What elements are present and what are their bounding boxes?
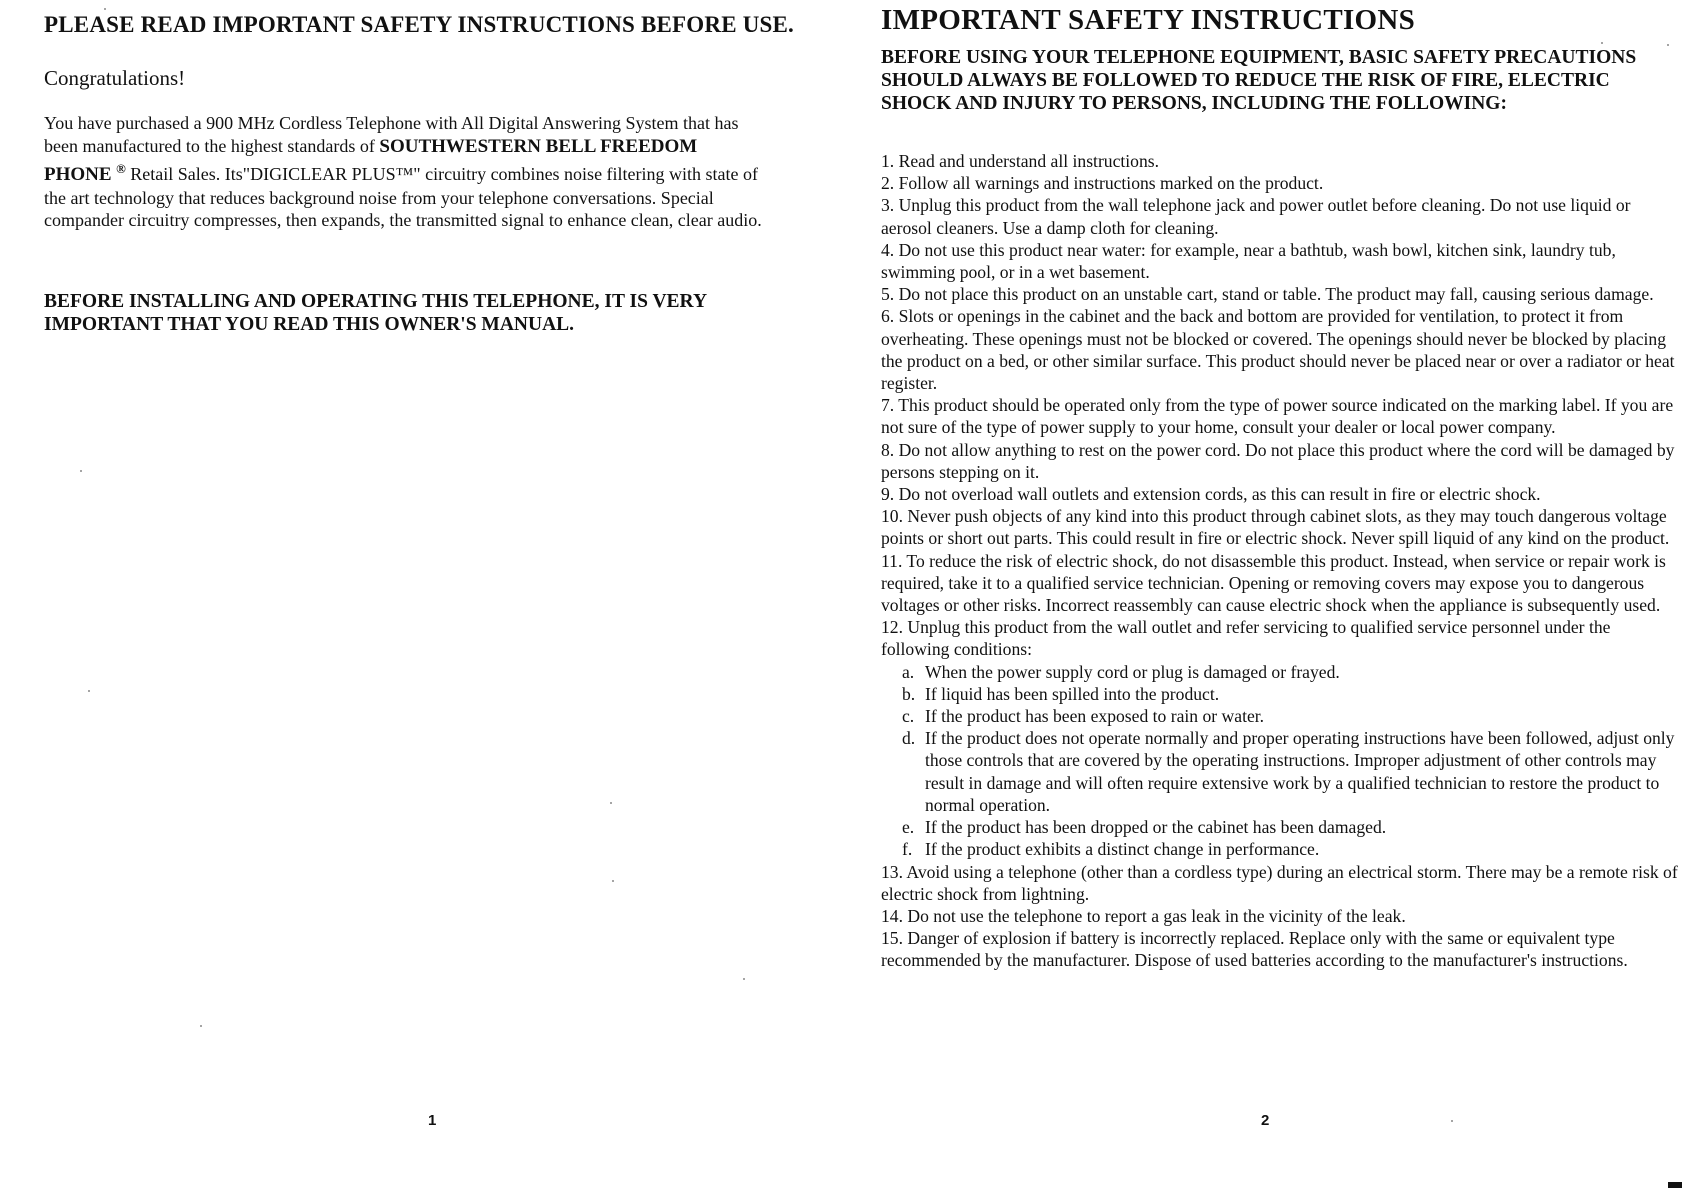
condition-key: c.: [902, 706, 915, 727]
scan-speck: [743, 978, 745, 980]
instruction-item: 12. Unplug this product from the wall outlet and refer servicing to qualified service personnel under the following conditions:: [881, 617, 1611, 660]
instruction-item: 13. Avoid using a telephone (other than a cordless type) during an electrical storm. There may be a remote risk of electric shock from lightning.: [881, 861, 1678, 904]
scan-speck: [1667, 44, 1669, 46]
instruction-item: 4. Do not use this product near water: for example, near a bathtub, wash bowl, kitchen sink, laundry tub, swimming pool, or in a wet basement.: [881, 239, 1616, 283]
condition-item: [902, 816, 1681, 838]
registered-mark: ®: [116, 161, 126, 176]
scan-speck: [1451, 1120, 1453, 1122]
intro-text-end: Retail Sales. Its"DIGICLEAR PLUS™" circuitry combines noise filtering with state of the art technology that reduces background noise from your telephone conversations. Special compander circuitry compresses, then expands, the transmitted signal to enhance clean, clear audio.: [44, 164, 762, 230]
scan-speck: [80, 470, 82, 472]
instruction-item: 8. Do not allow anything to rest on the power cord. Do not place this product where the cord will be damaged by persons stepping on it.: [881, 439, 1675, 482]
scan-speck: [1601, 42, 1603, 44]
condition-item: [902, 705, 1681, 727]
scan-edge-mark: [1668, 1182, 1682, 1188]
condition-item: [902, 838, 1681, 860]
page-number: 2: [1261, 1112, 1270, 1129]
safety-precaution-heading: BEFORE USING YOUR TELEPHONE EQUIPMENT, BASIC SAFETY PRECAUTIONS SHOULD ALWAYS BE FOLLOWED TO REDUCE THE RISK OF FIRE, ELECTRIC SHOCK AND INJURY TO PERSONS, INCLUDING THE FOLLOWING:: [881, 47, 1637, 114]
scan-speck: [88, 690, 90, 692]
condition-text: If the product exhibits a distinct change in performance.: [925, 839, 1320, 860]
brand-name: SOUTHWESTERN BELL FREEDOM PHONE: [44, 135, 698, 185]
condition-key: f.: [902, 839, 913, 860]
condition-text: When the power supply cord or plug is damaged or frayed.: [925, 661, 1340, 682]
instruction-item: 1. Read and understand all instructions.: [881, 151, 1160, 171]
instruction-item: 2. Follow all warnings and instructions marked on the product.: [881, 173, 1324, 194]
intro-paragraph: [44, 112, 764, 232]
condition-text: If the product has been dropped or the cabinet has been damaged.: [925, 817, 1387, 838]
instruction-item: 3. Unplug this product from the wall telephone jack and power outlet before cleaning. Do not use liquid or aerosol cleaners. Use a damp cloth for cleaning.: [881, 195, 1631, 238]
left-page-title: PLEASE READ IMPORTANT SAFETY INSTRUCTIONS BEFORE USE.: [44, 12, 794, 37]
condition-key: a.: [902, 661, 915, 682]
condition-item: [902, 683, 1681, 705]
instruction-item: 11. To reduce the risk of electric shock, do not disassemble this product. Instead, when service or repair work is required, take it to a qualified service technician. Opening or removing covers may expose you to dangerous voltages or other risks. Incorrect reassembly can cause electric shock when the appliance is subsequently used.: [881, 550, 1666, 616]
scan-speck: [610, 802, 612, 804]
instruction-item: 5. Do not place this product on an unstable cart, stand or table. The product may fall, causing serious damage.: [881, 284, 1654, 305]
instruction-item: 7. This product should be operated only from the type of power source indicated on the marking label. If you are not sure of the type of power supply to your home, consult your dealer or local power company.: [881, 395, 1674, 438]
condition-key: d.: [902, 728, 916, 749]
page-number: 1: [428, 1112, 437, 1129]
greeting: Congratulations!: [44, 66, 186, 90]
right-page: [841, 0, 1682, 1190]
scan-speck: [612, 880, 614, 882]
condition-key: b.: [902, 683, 916, 704]
instruction-item: 9. Do not overload wall outlets and extension cords, as this can result in fire or electric shock.: [881, 484, 1541, 505]
scan-speck: [200, 1025, 202, 1027]
instruction-item: 6. Slots or openings in the cabinet and the back and bottom are provided for ventilation, to protect it from overheating. These openings must not be blocked or covered. The openings should never be blocked by placing the product on a bed, or other similar surface. This product should never be placed near or over a radiator or heat register.: [881, 306, 1675, 394]
condition-item: [902, 661, 1681, 683]
instruction-item: 15. Danger of explosion if battery is incorrectly replaced. Replace only with the same or equivalent type recommended by the manufacturer. Dispose of used batteries according to the manufacturer's instructions.: [881, 928, 1628, 971]
right-page-title: IMPORTANT SAFETY INSTRUCTIONS: [881, 4, 1416, 36]
condition-item: [902, 727, 1681, 816]
safety-instructions-list: [881, 150, 1681, 972]
instruction-item: 14. Do not use the telephone to report a gas leak in the vicinity of the leak.: [881, 905, 1406, 926]
condition-text: If liquid has been spilled into the product.: [925, 683, 1220, 704]
instruction-item: 10. Never push objects of any kind into this product through cabinet slots, as they may touch dangerous voltage points or short out parts. This could result in fire or electric shock. Never spill liquid of any kind on the product.: [881, 506, 1670, 549]
condition-text: If the product has been exposed to rain or water.: [925, 706, 1265, 727]
condition-text: If the product does not operate normally and proper operating instructions have been followed, adjust only those controls that are covered by the operating instructions. Improper adjustment of other controls may result in damage and will often require extensive work by a qualified technician to restore the product to normal operation.: [925, 728, 1675, 815]
scan-speck: [104, 8, 106, 10]
intro-text-start: You have purchased a 900 MHz Cordless Telephone with All Digital Answering System that has been manufactured to the highest standards of: [44, 113, 739, 156]
manual-warning: BEFORE INSTALLING AND OPERATING THIS TELEPHONE, IT IS VERY IMPORTANT THAT YOU READ THIS OWNER'S MANUAL.: [44, 291, 707, 335]
condition-key: e.: [902, 817, 915, 838]
